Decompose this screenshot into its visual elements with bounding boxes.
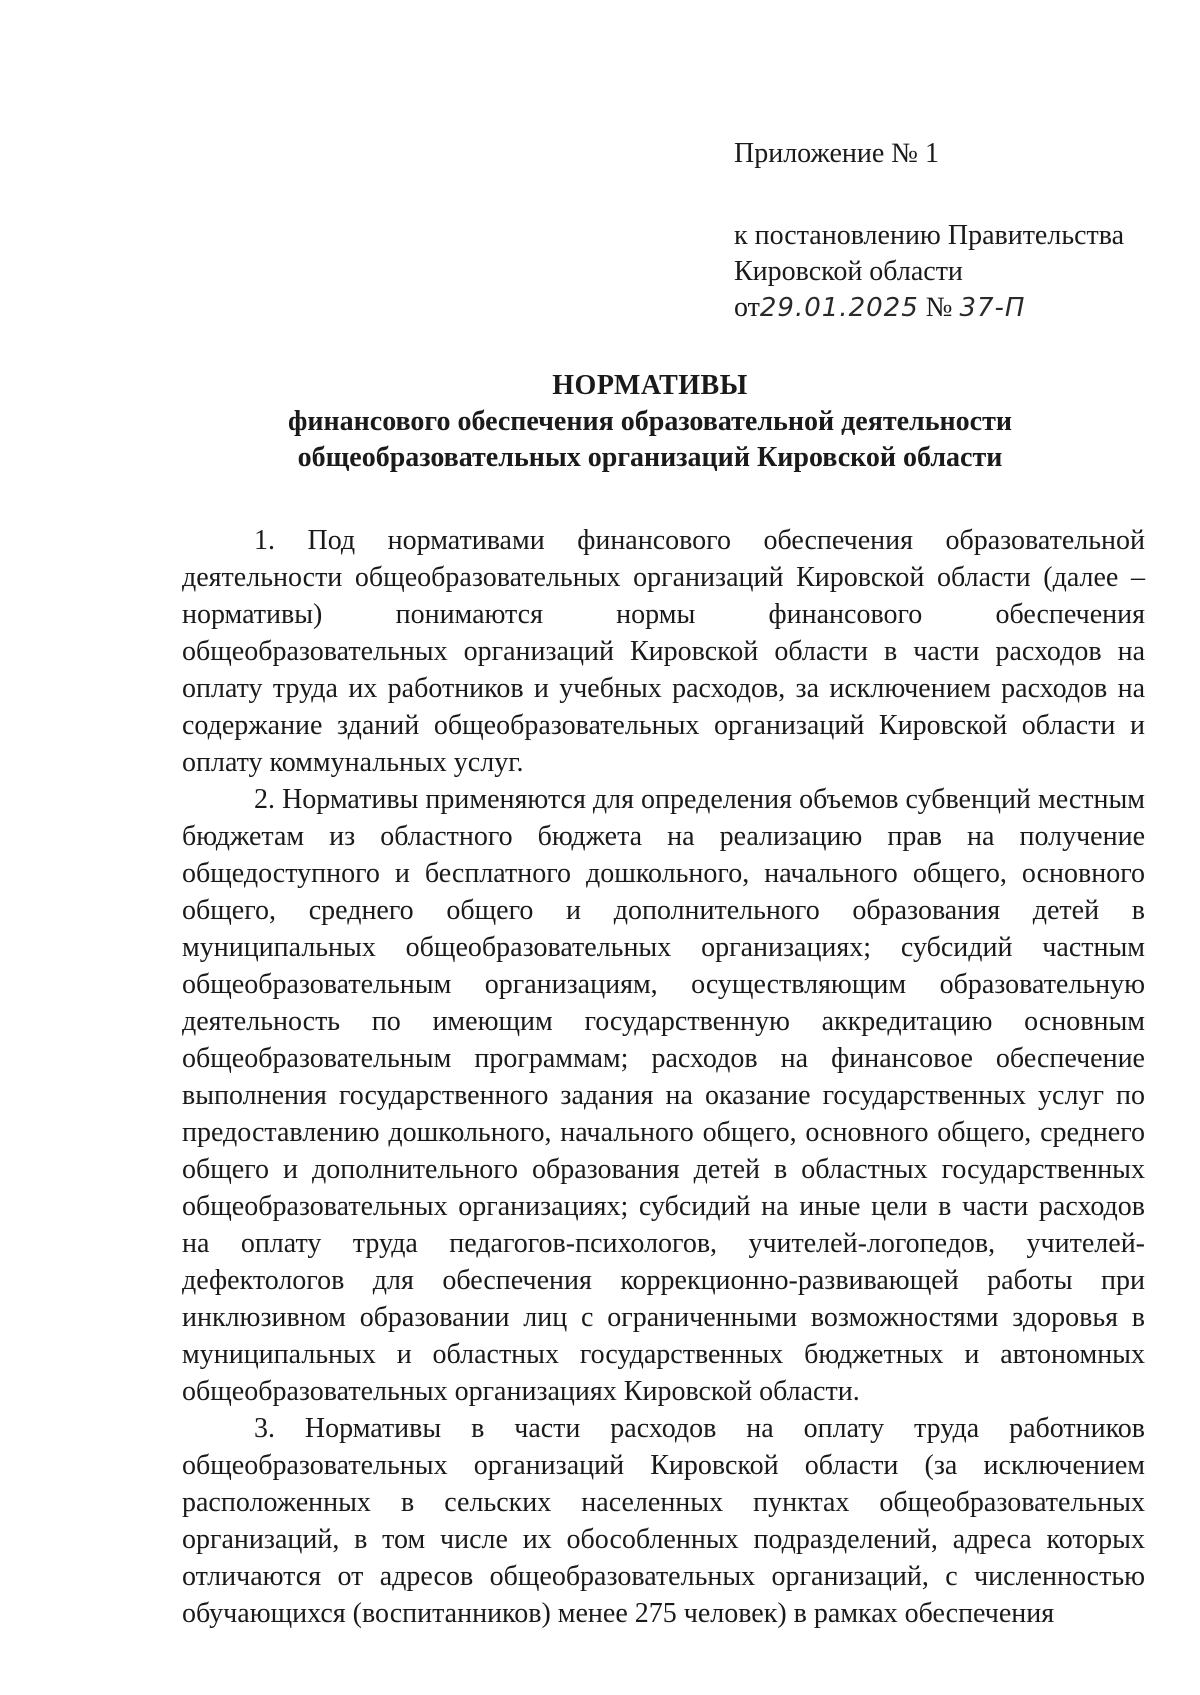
appendix-date-number-line — [734, 290, 1124, 326]
handwritten-date: 29.01.2025 — [759, 293, 919, 323]
appendix-title: Приложение № 1 — [734, 138, 939, 169]
heading-title: НОРМАТИВЫ — [552, 370, 748, 401]
document-heading — [150, 368, 1150, 476]
handwritten-number: 37-П — [959, 293, 1026, 323]
appendix-block — [734, 136, 1124, 326]
appendix-region-line: Кировской области — [734, 256, 963, 287]
heading-subtitle-line-1: финансового обеспечения образовательной деятельности — [288, 406, 1012, 437]
date-prefix: от — [734, 292, 760, 323]
paragraph-3: 3. Нормативы в части расходов на оплату труда работников общеобразовательных организаций Кировской области (за исключением расположенных в сельских населенных пунктах общеобразовательных организаций, в том числе их обособленных подразделений, адреса которых отличаются от адресов общеобразовательных организаций, с численностью обучающихся (воспитанников) менее 275 человек) в рамках обеспечения — [182, 1413, 1145, 1629]
paragraph-1: 1. Под нормативами финансового обеспечения образовательной деятельности общеобразовательных организаций Кировской области (далее – нормативы) понимаются нормы финансового обеспечения общеобразовательных организаций Кировской области в части расходов на оплату труда их работников и учебных расходов, за исключением расходов на содержание зданий общеобразовательных организаций Кировской области и оплату коммунальных услуг. — [182, 525, 1145, 778]
appendix-resolution-line: к постановлению Правительства — [734, 220, 1125, 251]
number-prefix: № — [925, 292, 953, 323]
document-body — [182, 522, 1145, 1632]
paragraph-2: 2. Нормативы применяются для определения объемов субвенций местным бюджетам из областного бюджета на реализацию прав на получение общедоступного и бесплатного дошкольного, начального общего, основного общего, среднего общего и дополнительного образования детей в муниципальных общеобразовательных организациях; субсидий частным общеобразовательным организациям, осуществляющим образовательную деятельность по имеющим государственную аккредитацию основным общеобразовательным программам; расходов на финансовое обеспечение выполнения государственного задания на оказание государственных услуг по предоставлению дошкольного, начального общего, основного общего, среднего общего и дополнительного образования детей в областных государственных общеобразовательных организациях; субсидий на иные цели в части расходов на оплату труда педагогов-психологов, учителей-логопедов, учителей-дефектологов для обеспечения коррекционно-развивающей работы при инклюзивном образовании лиц с ограниченными возможностями здоровья в муниципальных и областных государственных бюджетных и автономных общеобразовательных организациях Кировской области. — [182, 784, 1145, 1407]
heading-subtitle-line-2: общеобразовательных организаций Кировской области — [297, 442, 1003, 473]
